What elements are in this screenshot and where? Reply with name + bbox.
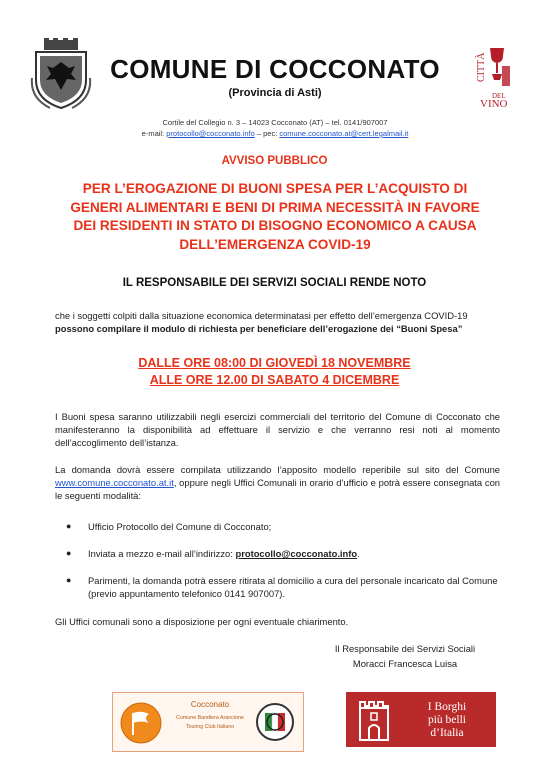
logo-line3: Touring Club Italiano — [185, 724, 235, 730]
bullet-icon: ● — [66, 521, 72, 531]
headline-line: DELL’EMERGENZA COVID-19 — [179, 236, 371, 252]
application-text-end: , oppure negli Uffici Comunali in orario d’ufficio e potrà essere consegnata con le seguenti modalità: — [55, 477, 500, 501]
application-paragraph — [55, 463, 500, 502]
borghi-line3: d’Italia — [430, 727, 464, 739]
bullet-icon: ● — [66, 548, 72, 558]
email-link[interactable]: protocollo@cocconato.info — [166, 129, 255, 138]
list-item-text: Inviata a mezzo e-mail all’indirizzo: — [88, 548, 233, 559]
list-item — [66, 574, 500, 600]
signature-block — [300, 641, 510, 671]
citta-del-vino-line2: DEL — [492, 92, 506, 100]
usage-paragraph: I Buoni spesa saranno utilizzabili negli esercizi commerciali del territorio del Comune di Cocconato che manifesteranno la disponibilità ad effettuare il servizio e che verranno resi noti al momento dell’accoglimento dell’istanza. — [55, 411, 500, 448]
list-item-text: Ufficio Protocollo del Comune di Cocconato; — [88, 521, 272, 532]
touring-club-badge-icon — [255, 701, 295, 743]
town-crest-icon — [30, 38, 92, 110]
email-line — [70, 128, 480, 139]
website-link[interactable]: www.comune.cocconato.at.it — [55, 477, 174, 488]
notice-label: AVVISO PUBBLICO — [221, 155, 328, 167]
headline-line: GENERI ALIMENTARI E BENI DI PRIMA NECESSITÀ IN FAVORE — [70, 199, 480, 215]
intro-text: che i soggetti colpiti dalla situazione economica determinatasi per effetto dell’emergenza COVID-19 — [55, 310, 468, 321]
contact-info — [70, 117, 480, 139]
list-item — [66, 547, 500, 560]
closing-paragraph: Gli Uffici comunali sono a disposizione per ogni eventuale chiarimento. — [55, 616, 349, 627]
date-range — [0, 355, 549, 389]
bullet-icon: ● — [66, 575, 72, 585]
list-item-text: Parimenti, la domanda potrà essere ritirata al domicilio a cura del personale incaricato dal Comune (previo appuntamento telefonico 0141 907007). — [88, 575, 498, 599]
announcer-heading: IL RESPONSABILE DEI SERVIZI SOCIALI RENDE NOTO — [122, 277, 427, 289]
list-item — [66, 520, 500, 533]
pec-link[interactable]: comune.cocconato.at@cert.legalmail.it — [279, 129, 409, 138]
logo-town-name: Cocconato — [190, 700, 230, 709]
page-title: COMUNE DI COCCONATO — [110, 54, 440, 84]
signature-name: Moracci Francesca Luisa — [352, 658, 458, 669]
intro-bold-text: possono compilare il modulo di richiesta per beneficiare dell’erogazione dei “Buoni Spesa” — [55, 323, 463, 334]
signature-role: Il Responsabile dei Servizi Sociali — [334, 643, 476, 654]
headline-line: PER L’EROGAZIONE DI BUONI SPESA PER L’ACQUISTO DI — [82, 181, 468, 196]
intro-paragraph — [55, 309, 500, 335]
logo-line2: Comune Bandiera Arancione — [176, 715, 244, 721]
citta-del-vino-line3: VINO — [480, 98, 508, 108]
borghi-line2: più belli — [427, 714, 466, 726]
citta-del-vino-logo — [470, 40, 518, 108]
headline-line: DEI RESIDENTI IN STATO DI BISOGNO ECONOMICO A CAUSA — [73, 218, 477, 233]
application-text-start: La domanda dovrà essere compilata utilizzando l’apposito modello reperibile sul sito del Comune — [55, 464, 500, 475]
notice-headline — [55, 180, 495, 254]
bandiera-arancione-logo — [112, 692, 304, 752]
province-subtitle: (Provincia di Asti) — [228, 87, 322, 99]
date-from: DALLE ORE 08:00 DI GIOVEDÌ 18 NOVEMBRE — [138, 356, 411, 370]
date-to: ALLE ORE 12.00 DI SABATO 4 DICEMBRE — [149, 373, 400, 387]
orange-flag-icon — [119, 701, 163, 745]
address-line: Cortile del Collegio n. 3 – 14023 Cocconato (AT) – tel. 0141/907007 — [162, 118, 388, 127]
castle-tower-icon — [354, 698, 394, 742]
email-label: e-mail: — [141, 129, 165, 138]
borghi-line1: I Borghi — [427, 701, 467, 713]
borghi-piu-belli-logo — [346, 692, 496, 747]
list-item-end: . — [357, 548, 360, 559]
citta-del-vino-line1: CITTÀ — [476, 52, 487, 82]
protocol-email-link[interactable]: protocollo@cocconato.info — [235, 548, 358, 559]
pec-label: – pec: — [256, 129, 278, 138]
